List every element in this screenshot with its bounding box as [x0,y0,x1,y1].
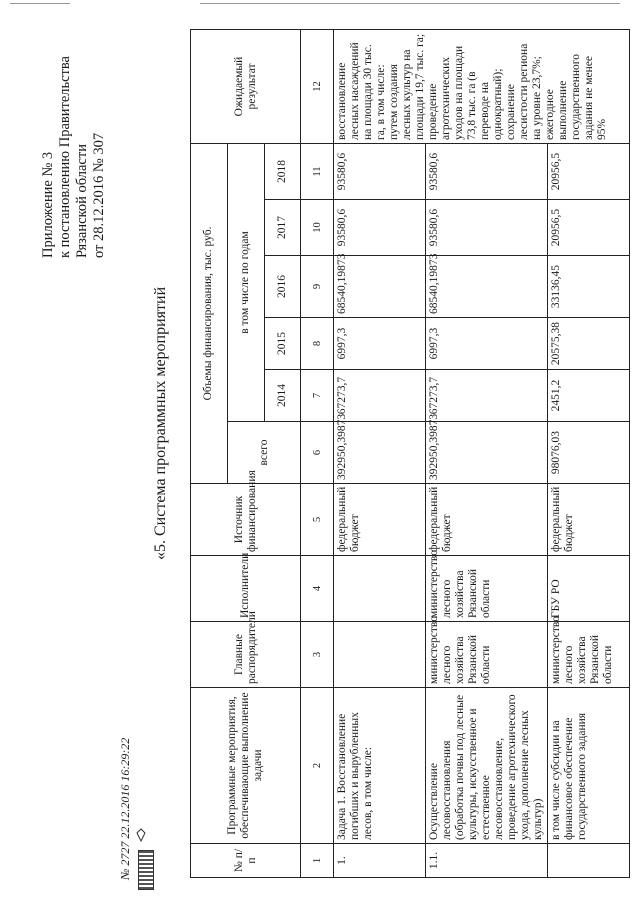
header-source: Источник финансирования [191,484,301,556]
row-source: федеральный бюджет [548,484,630,556]
row-year-2015: 20575,38 [548,318,630,370]
barcode-icon [138,850,154,890]
row-executor [334,556,426,622]
row-year-2015: 6997,3 [334,318,426,370]
row-year-2015: 6997,3 [426,318,548,370]
row-year-2017: 20956,5 [548,200,630,256]
row-year-2016: 68540,19873 [334,256,426,318]
header-managers: Главные распорядители [191,622,301,688]
row-total: 98076,03 [548,422,630,484]
appendix-line: от 28.12.2016 № 307 [91,132,107,258]
registration-stamp: № 2727 22.12.2016 16:29:22 [118,737,132,880]
row-executor: министерство лесного хозяйства Рязанской области [426,556,548,622]
row-expected-result: восстановление лесных насаждений на площади 30 тыс. га, в том числе: путем создания лесных культур на площади 19,7 тыс. га; проведение агротехнических уходов на площади 73,8 тыс. га (в переводе на однократный); сохранение лесистости региона на уровне 23,7%; ежегодное выполнение государственного задания не менее 95% [334,30,630,144]
header-by-years: в том числе по годам [227,144,264,422]
header-total: всего [227,422,301,484]
column-index: 11 [301,144,334,200]
header-activities: Программные мероприятия, обеспечивающие выполнение задачи [191,688,301,844]
column-index: 10 [301,200,334,256]
row-year-2018: 93580,6 [426,144,548,200]
header-executors: Исполнители [191,556,301,622]
row-num: 1. [334,844,426,878]
row-year-2017: 93580,6 [426,200,548,256]
row-year-2018: 93580,6 [334,144,426,200]
header-num: № п/п [191,844,301,878]
programme-table [190,30,630,878]
column-index-row [301,30,334,878]
header-year: 2014 [264,370,301,422]
row-year-2017: 93580,6 [334,200,426,256]
header-result: Ожидаемый результат [191,30,301,144]
column-index: 4 [301,556,334,622]
appendix-line: Приложение № 3 [40,151,56,258]
column-index: 6 [301,422,334,484]
appendix-header [40,18,108,258]
row-executor: ГБУ РО [548,556,630,622]
column-index: 7 [301,370,334,422]
row-year-2014: 2451,2 [548,370,630,422]
row-num: 1.1. [426,844,548,878]
scan-edge-mark [10,3,70,4]
row-year-2016: 68540,19873 [426,256,548,318]
table-row [548,30,630,878]
header-funding: Объемы финансирования, тыс. руб. [191,144,228,484]
row-year-2016: 33136,45 [548,256,630,318]
row-total: 392950,39873 [426,422,548,484]
row-source: федеральный бюджет [334,484,426,556]
row-num [548,844,630,878]
column-index: 2 [301,688,334,844]
row-year-2014: 67273,7 [334,370,426,422]
table-row [426,30,548,878]
column-index: 3 [301,622,334,688]
scan-edge-mark [200,3,620,4]
row-year-2014: 67273,7 [426,370,548,422]
row-manager [334,622,426,688]
column-index: 9 [301,256,334,318]
row-total: 392950,39873 [334,422,426,484]
column-index: 8 [301,318,334,370]
row-activity: в том числе субсидии на финансовое обеспечение государственного задания [548,688,630,844]
row-source: федеральный бюджет [426,484,548,556]
column-index: 1 [301,844,334,878]
emblem-icon [136,828,146,842]
header-year: 2017 [264,200,301,256]
header-year: 2018 [264,144,301,200]
header-year: 2016 [264,256,301,318]
row-activity: Задача 1. Восстановление погибших и вырубленных лесов, в том числе: [334,688,426,844]
row-manager: министерство лесного хозяйства Рязанской области [426,622,548,688]
row-activity: Осуществление лесовосстановления (обработка почвы под лесные культуры, искусственное и естественное лесовосстановление, проведение агротехнического ухода, дополнение лесных культур) [426,688,548,844]
section-title: «5. Система программных мероприятий [152,286,169,560]
table-row [334,30,426,878]
row-manager: министерство лесного хозяйства Рязанской области [548,622,630,688]
appendix-line: к постановлению Правительства [57,56,73,258]
appendix-line: Рязанской области [74,144,90,258]
column-index: 12 [301,30,334,144]
column-index: 5 [301,484,334,556]
header-year: 2015 [264,318,301,370]
row-year-2018: 20956,5 [548,144,630,200]
